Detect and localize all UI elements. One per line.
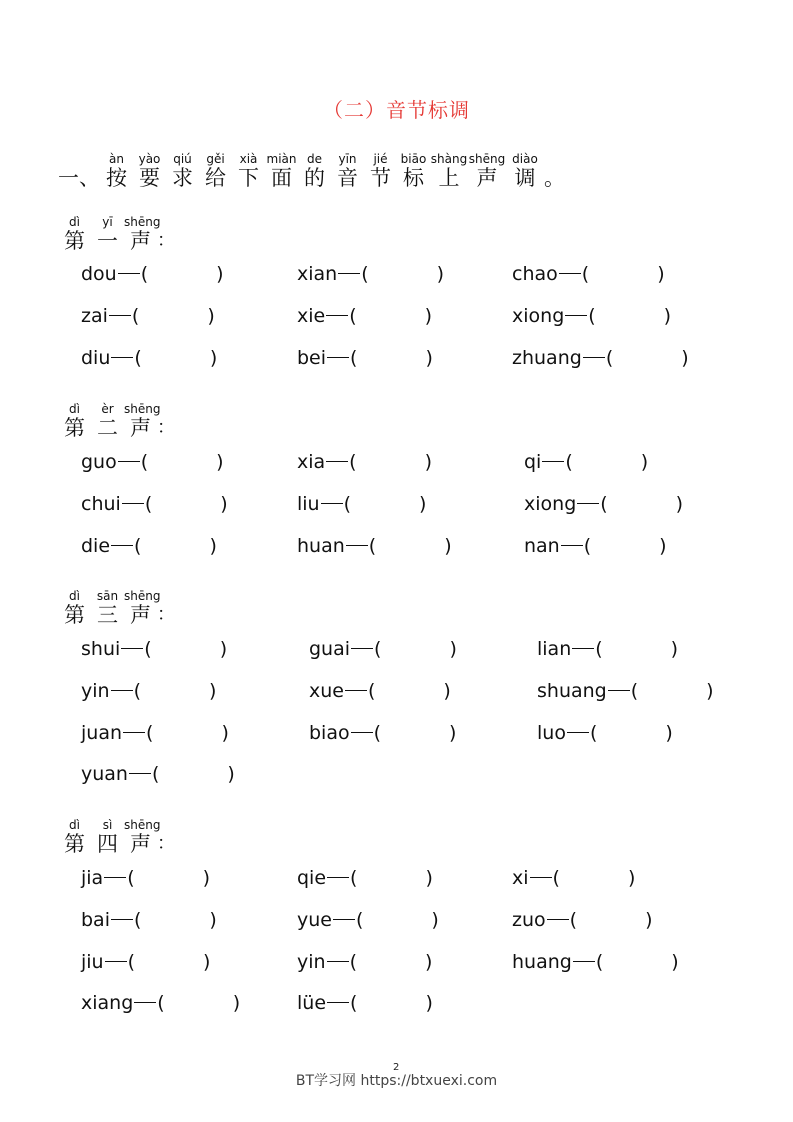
pinyin: dì [69,818,80,832]
label-char [124,402,161,441]
open-paren: ( [144,638,152,660]
syllable-exercise [524,534,667,558]
dash [567,732,589,733]
pinyin: diào [512,152,538,166]
open-paren: ( [361,263,369,285]
dash [547,919,569,920]
open-paren: ( [140,451,149,473]
pinyin: yīn [338,152,357,166]
dash [104,877,126,878]
syllable: jia [81,867,104,889]
syllable-exercise [297,534,452,558]
syllable-exercise [81,262,224,286]
label-char [124,589,161,628]
syllable: yuan [81,763,128,785]
syllable: chui [81,493,121,515]
syllable: zuo [512,909,546,931]
dash [105,961,127,962]
hanzi: 声 [130,832,151,856]
syllable: dou [81,263,117,285]
syllable: chao [512,263,558,285]
close-paren: ) [670,638,679,660]
syllable-exercise [309,679,451,703]
syllable: zhuang [512,347,582,369]
syllable-exercise [81,304,215,328]
open-paren: ( [595,951,604,973]
open-paren: ( [552,867,560,889]
hanzi: 调 [514,166,536,190]
pinyin: qiú [173,152,192,166]
syllable-exercise [297,950,432,974]
syllable-exercise [81,346,217,370]
dash [321,503,343,504]
hanzi: 按 [106,166,127,190]
close-paren: ) [227,763,235,785]
open-paren: ( [583,535,592,557]
close-paren: ) [209,535,217,557]
dash [608,690,630,691]
dash [326,315,348,316]
dash [577,503,599,504]
syllable-exercise [512,346,689,370]
hanzi: 第 [64,416,85,440]
hanzi: 面 [271,166,292,190]
dash [111,690,133,691]
syllable: xia [297,451,326,473]
close-paren: ) [640,451,649,473]
open-paren: ( [134,347,142,369]
syllable: diu [81,347,111,369]
hanzi: 声 [130,603,151,627]
syllable: qie [297,867,327,889]
close-paren: ) [425,347,433,369]
pinyin: yào [138,152,161,166]
open-paren: ( [600,493,608,515]
close-paren: ) [449,638,457,660]
syllable-exercise [537,637,678,661]
heading-char [468,153,506,191]
syllable-exercise [81,866,210,890]
heading-char [133,153,166,191]
syllable-exercise [512,908,652,932]
footer-watermark: BT学习网 https://btxuexi.com [295,1073,498,1089]
pinyin: dì [69,215,80,229]
hanzi: 标 [403,166,424,190]
syllable-exercise [309,721,456,745]
open-paren: ( [368,535,377,557]
dash [129,773,151,774]
close-paren: ) [663,305,672,327]
syllable: lian [537,638,572,660]
pinyin: shàng [430,152,468,166]
hanzi: 第 [64,832,85,856]
syllable: xiong [524,493,577,515]
pinyin: miàn [266,152,297,166]
open-paren: ( [569,909,578,931]
close-paren: ) [221,722,229,744]
syllable-exercise [81,908,217,932]
pinyin: xià [239,152,258,166]
dash [561,545,583,546]
syllable-exercise [81,991,240,1015]
pinyin: dì [69,589,80,603]
dash [542,461,564,462]
syllable-exercise [297,908,439,932]
syllable-exercise [81,492,228,516]
heading-prefix: 一、 [58,166,100,190]
syllable-exercise [512,866,635,890]
syllable: huang [512,951,572,973]
close-paren: ) [657,263,665,285]
open-paren: ( [343,493,352,515]
syllable: bei [297,347,327,369]
instruction-heading [58,153,565,191]
label-char [58,403,91,441]
syllable-exercise [524,450,648,474]
syllable-exercise [297,304,432,328]
syllable-exercise [297,346,433,370]
open-paren: ( [355,909,364,931]
syllable-exercise [524,492,683,516]
syllable: xiong [512,305,565,327]
pinyin: shēng [124,215,161,229]
tone-section-label [58,589,175,628]
hanzi: 声 [476,166,498,190]
close-paren: ) [219,638,228,660]
syllable-exercise [512,262,665,286]
dash [345,690,367,691]
syllable: biao [309,722,350,744]
dash [327,961,349,962]
dash [351,648,373,649]
hanzi: 音 [337,166,358,190]
hanzi: 一 [97,229,118,253]
page-number: 2 [393,1062,400,1073]
dash [565,315,587,316]
open-paren: ( [127,867,135,889]
close-paren: ) [671,951,679,973]
open-paren: ( [134,535,142,557]
close-paren: ) [220,493,228,515]
heading-char [430,153,468,191]
heading-char [397,153,430,191]
dash [346,545,368,546]
hanzi: 声 [130,416,151,440]
close-paren: ) [425,951,433,973]
pinyin: àn [109,152,124,166]
syllable: yin [81,680,110,702]
dash [111,545,133,546]
close-paren: ) [232,992,241,1014]
open-paren: ( [565,451,573,473]
close-paren: ) [425,867,433,889]
dash [118,461,140,462]
open-paren: ( [349,451,357,473]
label-char [124,818,161,857]
pinyin: biāo [400,152,427,166]
syllable-exercise [81,637,227,661]
label-char [58,216,91,254]
heading-char [199,153,232,191]
close-paren: ) [675,493,684,515]
hanzi: 上 [438,166,460,190]
open-paren: ( [133,680,141,702]
syllable: shui [81,638,121,660]
open-paren: ( [588,305,596,327]
dash [333,919,355,920]
syllable-exercise [309,637,457,661]
dash [123,732,145,733]
close-paren: ) [216,263,224,285]
close-paren: ) [431,909,439,931]
hanzi: 第 [64,603,85,627]
close-paren: ) [449,722,457,744]
dash [121,648,143,649]
label-char [91,590,124,628]
open-paren: ( [157,992,165,1014]
syllable: lüe [297,992,327,1014]
hanzi: 三 [97,603,118,627]
dash [573,961,595,962]
syllable: guo [81,451,117,473]
close-paren: ) [659,535,667,557]
open-paren: ( [350,347,358,369]
hanzi: 第 [64,229,85,253]
heading-char [265,153,298,191]
dash [338,273,360,274]
open-paren: ( [140,263,149,285]
close-paren: ) [444,535,452,557]
close-paren: ) [209,347,218,369]
syllable-exercise [81,762,235,786]
pinyin: shēng [468,152,506,166]
syllable-exercise [297,866,433,890]
syllable-exercise [537,679,714,703]
dash [559,273,581,274]
pinyin: èr [101,402,114,416]
dash [327,1002,349,1003]
close-paren: ) [681,347,689,369]
syllable-exercise [81,534,217,558]
hanzi: 求 [172,166,193,190]
syllable: qi [524,451,542,473]
hanzi: 四 [97,832,118,856]
open-paren: ( [131,305,140,327]
heading-char [166,153,199,191]
hanzi: 声 [130,229,151,253]
syllable: yue [297,909,332,931]
pinyin: sì [102,818,113,832]
open-paren: ( [374,638,382,660]
open-paren: ( [367,680,376,702]
open-paren: ( [146,722,154,744]
label-colon: ： [157,230,175,251]
close-paren: ) [419,493,427,515]
close-paren: ) [424,305,433,327]
syllable: xi [512,867,529,889]
syllable: guai [309,638,351,660]
close-paren: ) [207,305,215,327]
dash [111,357,133,358]
syllable: yin [297,951,326,973]
page-title: （二）音节标调 [323,98,470,122]
dash [134,1002,156,1003]
hanzi: 给 [205,166,226,190]
label-colon: ： [157,833,175,854]
open-paren: ( [605,347,614,369]
heading-char [331,153,364,191]
syllable: xue [309,680,344,702]
close-paren: ) [665,722,673,744]
syllable: liu [297,493,320,515]
pinyin: gěi [206,152,225,166]
dash [118,273,140,274]
tone-section-label [58,818,175,857]
heading-char [100,153,133,191]
dash [111,919,133,920]
dash [530,877,552,878]
hanzi: 下 [238,166,259,190]
close-paren: ) [436,263,445,285]
dash [583,357,605,358]
syllable-exercise [297,450,432,474]
close-paren: ) [202,867,211,889]
label-char [58,590,91,628]
syllable: huan [297,535,345,557]
syllable: luo [537,722,566,744]
syllable-exercise [512,304,671,328]
pinyin: de [307,152,322,166]
syllable: jiu [81,951,104,973]
pinyin: sān [96,589,119,603]
heading-end: 。 [544,166,565,190]
syllable-exercise [512,950,679,974]
syllable: zai [81,305,108,327]
dash [351,732,373,733]
open-paren: ( [133,909,142,931]
open-paren: ( [127,951,136,973]
label-char [91,819,124,857]
open-paren: ( [581,263,590,285]
open-paren: ( [630,680,639,702]
label-char [91,216,124,254]
syllable-exercise [81,679,216,703]
heading-char [506,153,544,191]
dash [572,648,594,649]
heading-char [298,153,331,191]
open-paren: ( [349,305,357,327]
open-paren: ( [151,763,160,785]
close-paren: ) [209,909,217,931]
syllable-exercise [297,991,433,1015]
tone-section-label [58,402,175,441]
open-paren: ( [373,722,382,744]
syllable-exercise [81,721,229,745]
heading-char [232,153,265,191]
dash [327,357,349,358]
label-char [124,215,161,254]
open-paren: ( [350,992,358,1014]
pinyin: shēng [124,589,161,603]
close-paren: ) [443,680,451,702]
syllable: xie [297,305,326,327]
syllable-exercise [297,262,444,286]
open-paren: ( [144,493,153,515]
open-paren: ( [589,722,598,744]
close-paren: ) [627,867,636,889]
syllable: bai [81,909,110,931]
close-paren: ) [203,951,211,973]
syllable-exercise [297,492,426,516]
syllable: xiang [81,992,134,1014]
label-colon: ： [157,417,175,438]
syllable: shuang [537,680,607,702]
label-char [58,819,91,857]
syllable: xian [297,263,338,285]
hanzi: 的 [304,166,325,190]
dash [109,315,131,316]
syllable-exercise [81,950,210,974]
syllable-exercise [537,721,673,745]
pinyin: shēng [124,818,161,832]
heading-char [364,153,397,191]
pinyin: jié [373,152,388,166]
syllable: juan [81,722,123,744]
open-paren: ( [349,951,357,973]
hanzi: 二 [97,416,118,440]
open-paren: ( [350,867,358,889]
label-colon: ： [157,604,175,625]
hanzi: 节 [370,166,391,190]
hanzi: 要 [139,166,160,190]
close-paren: ) [706,680,714,702]
dash [327,877,349,878]
syllable-exercise [81,450,224,474]
close-paren: ) [216,451,224,473]
close-paren: ) [209,680,217,702]
close-paren: ) [424,451,433,473]
pinyin: dì [69,402,80,416]
syllable: die [81,535,111,557]
syllable: nan [524,535,560,557]
open-paren: ( [595,638,603,660]
close-paren: ) [425,992,433,1014]
pinyin: yī [102,215,113,229]
label-char [91,403,124,441]
tone-section-label [58,215,175,254]
close-paren: ) [645,909,653,931]
pinyin: shēng [124,402,161,416]
dash [326,461,348,462]
dash [122,503,144,504]
